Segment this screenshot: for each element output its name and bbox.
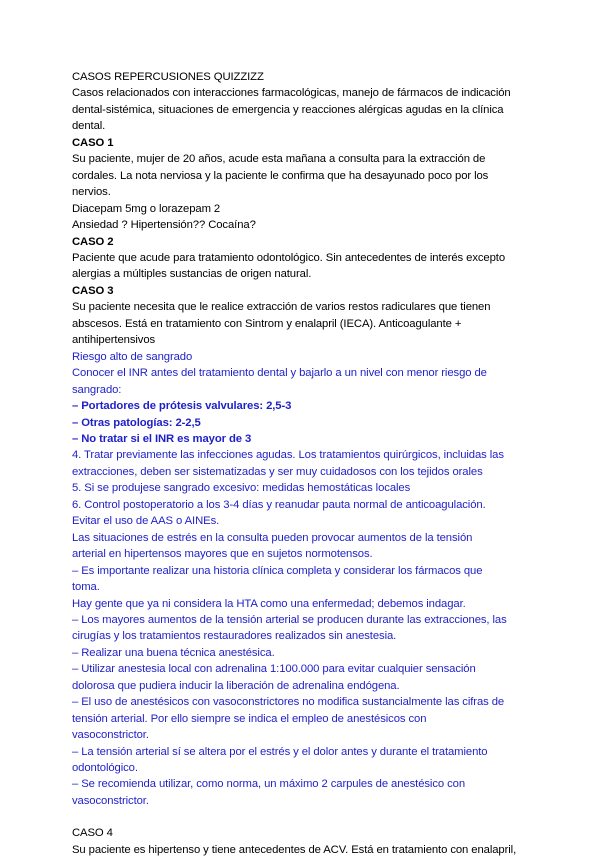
caso4-heading: CASO 4 [72,827,113,840]
caso3-blue-line: vasoconstrictor. [72,794,149,807]
caso4-line: Su paciente es hipertenso y tiene antecedentes de ACV. Está en tratamiento con enalapril, [72,843,517,856]
caso3-blue-line: Evitar el uso de AAS o AINEs. [72,515,220,528]
caso3-blue-line: 4. Tratar previamente las infecciones agudas. Los tratamientos quirúrgicos, incluidas las [72,449,504,462]
caso3-blue-line: vasoconstrictor. [72,729,149,742]
caso3-line: abscesos. Está en tratamiento con Sintrom y enalapril (IECA). Anticoagulante + [72,317,462,330]
caso3-line: antihipertensivos [72,334,156,347]
caso3-blue-line: 5. Si se produjese sangrado excesivo: medidas hemostáticas locales [72,482,411,495]
caso2-heading: CASO 2 [72,235,114,248]
document-title: CASOS REPERCUSIONES QUIZZIZZ [72,71,264,83]
caso3-blue-line: – Se recomienda utilizar, como norma, un máximo 2 carpules de anestésico con [72,778,466,791]
intro-line: dental-sistémica, situaciones de emergencia y reacciones alérgicas agudas en la clínica [72,103,504,116]
caso3-blue-line: tensión arterial. Por ello siempre se indica el empleo de anestésicos con [72,712,427,725]
caso3-blue-line: extracciones, deben ser sistematizadas y ser muy cuidadosos con los tejidos orales [72,465,483,478]
inr-item: – Portadores de prótesis valvulares: 2,5-3 [72,400,292,413]
caso3-blue-line: – Utilizar anestesia local con adrenalina 1:100.000 para evitar cualquier sensación [72,663,476,676]
caso3-blue-line: arterial en hipertensos mayores que en sujetos normotensos. [72,548,373,561]
caso3-line: Su paciente necesita que le realice extracción de varios restos radiculares que tienen [72,301,491,314]
caso1-line: Su paciente, mujer de 20 años, acude esta mañana a consulta para la extracción de [72,153,486,166]
caso1-heading: CASO 1 [72,136,114,149]
caso1-line: Diacepam 5mg o lorazepam 2 [72,202,221,215]
paragraph-gap [72,809,542,825]
caso2-line: alergias a múltiples sustancias de origen natural. [72,268,312,281]
caso3-blue-line: – Los mayores aumentos de la tensión arterial se producen durante las extracciones, las [72,613,507,626]
caso2-line: Paciente que acude para tratamiento odontológico. Sin antecedentes de interés excepto [72,251,506,264]
caso1-line: nervios. [72,186,111,199]
inr-item: – Otras patologías: 2-2,5 [72,416,201,429]
inr-item: – No tratar si el INR es mayor de 3 [72,432,252,445]
caso3-blue-line: 6. Control postoperatorio a los 3-4 días y reanudar pauta normal de anticoagulación. [72,498,486,511]
caso3-blue-line: dolorosa que pudiera inducir la liberación de adrenalina endógena. [72,679,400,692]
caso3-blue-line: cirugías y los tratamientos restauradores realizados sin anestesia. [72,630,397,643]
caso3-blue-line: – El uso de anestésicos con vasoconstrictores no modifica sustancialmente las cifras de [72,696,505,709]
caso1-line: Ansiedad ? Hipertensión?? Cocaína? [72,219,256,232]
caso3-blue-line: Hay gente que ya ni considera la HTA como una enfermedad; debemos indagar. [72,597,466,610]
caso3-blue-line: – La tensión arterial sí se altera por el estrés y el dolor antes y durante el tratamiento [72,745,488,758]
caso3-blue-line: – Es importante realizar una historia clínica completa y considerar los fármacos que [72,564,483,577]
caso3-blue-line: odontológico. [72,762,138,775]
caso1-line: cordales. La nota nerviosa y la paciente le confirma que ha desayunado poco por los [72,169,489,182]
intro-line: Casos relacionados con interacciones farmacológicas, manejo de fármacos de indicación [72,87,511,100]
document-page [72,69,542,858]
caso3-blue-line: – Realizar una buena técnica anestésica. [72,646,275,659]
caso3-blue-line: sangrado: [72,383,122,396]
caso3-blue-line: Riesgo alto de sangrado [72,350,193,363]
caso3-blue-line: Las situaciones de estrés en la consulta pueden provocar aumentos de la tensión [72,531,473,544]
intro-line: dental. [72,120,106,133]
caso3-heading: CASO 3 [72,284,114,297]
caso3-blue-line: Conocer el INR antes del tratamiento dental y bajarlo a un nivel con menor riesgo de [72,367,487,380]
caso3-blue-line: toma. [72,581,100,594]
